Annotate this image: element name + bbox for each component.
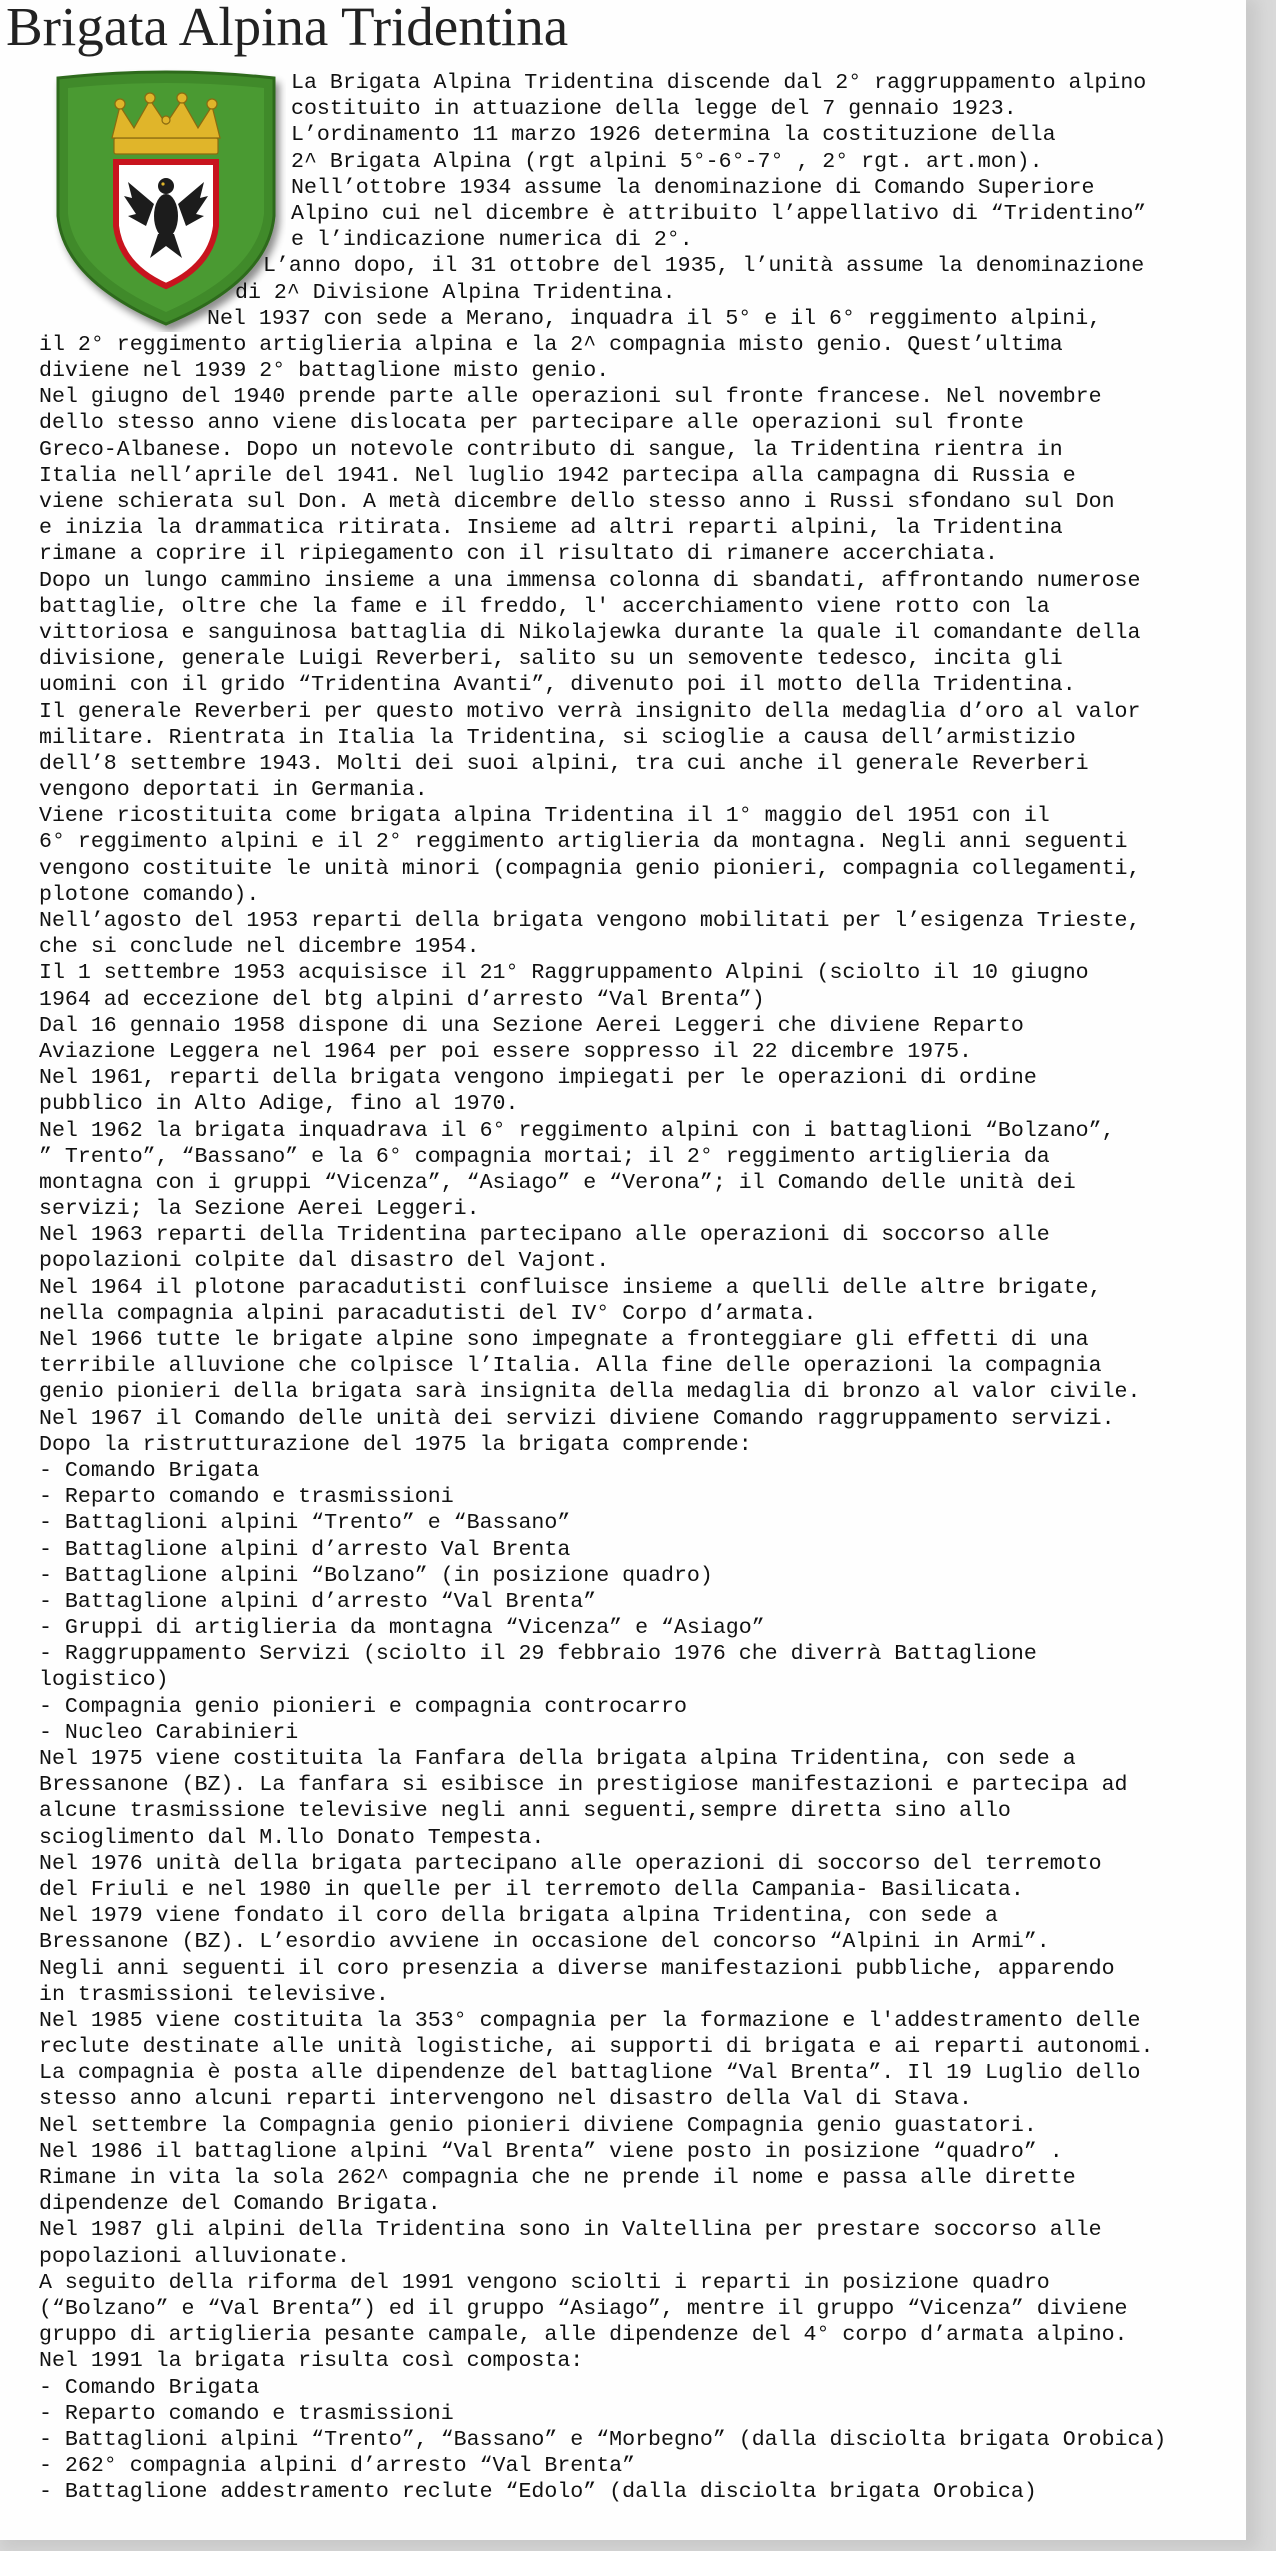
text-line: Negli anni seguenti il coro presenzia a diverse manifestazioni pubbliche, apparendo <box>39 1956 1115 1981</box>
text-line: Greco-Albanese. Dopo un notevole contributo di sangue, la Tridentina rientra in <box>39 437 1063 462</box>
text-line: L’anno dopo, il 31 ottobre del 1935, l’unità assume la denominazione <box>263 254 1145 279</box>
text-line: popolazioni alluvionate. <box>39 2244 351 2269</box>
text-line: - Comando Brigata <box>39 2375 260 2400</box>
text-line: - Compagnia genio pionieri e compagnia controcarro <box>39 1694 687 1719</box>
text-line: - 262° compagnia alpini d’arresto “Val Brenta” <box>39 2454 636 2479</box>
text-line: Nel giugno del 1940 prende parte alle operazioni sul fronte francese. Nel novembre <box>39 385 1102 410</box>
text-line: vittoriosa e sanguinosa battaglia di Nikolajewka durante la quale il comandante della <box>39 620 1141 645</box>
text-line: Dal 16 gennaio 1958 dispone di una Sezione Aerei Leggeri che diviene Reparto <box>39 1013 1024 1038</box>
text-line: divisione, generale Luigi Reverberi, salito su un semovente tedesco, incita gli <box>39 647 1063 672</box>
text-line: - Battaglioni alpini “Trento”, “Bassano” e “Morbegno” (dalla disciolta brigata Orobica) <box>39 2427 1167 2452</box>
text-line: vengono deportati in Germania. <box>39 778 428 803</box>
text-line: servizi; la Sezione Aerei Leggeri. <box>39 1197 480 1222</box>
text-line: Dopo un lungo cammino insieme a una immensa colonna di sbandati, affrontando numerose <box>39 568 1141 593</box>
text-line: che si conclude nel dicembre 1954. <box>39 935 480 960</box>
text-line: in trasmissioni televisive. <box>39 1982 389 2007</box>
page-title: Brigata Alpina Tridentina <box>6 0 569 57</box>
text-line: pubblico in Alto Adige, fino al 1970. <box>39 1092 519 1117</box>
text-line: genio pionieri della brigata sarà insignita della medaglia di bronzo al valor civile. <box>39 1380 1141 1405</box>
text-line: La Brigata Alpina Tridentina discende dal 2° raggruppamento alpino <box>291 71 1147 95</box>
text-line: dello stesso anno viene dislocata per partecipare alle operazioni sul fronte <box>39 411 1024 436</box>
text-line: Nel 1964 il plotone paracadutisti confluisce insieme a quelli delle altre brigate, <box>39 1275 1102 1300</box>
text-line: - Reparto comando e trasmissioni <box>39 2401 454 2426</box>
text-line: Nel 1967 il Comando delle unità dei servizi diviene Comando raggruppamento servizi. <box>39 1406 1115 1431</box>
text-line: militare. Rientrata in Italia la Tridentina, si scioglie a causa dell’armistizio <box>39 725 1076 750</box>
text-line: - Gruppi di artiglieria da montagna “Vicenza” e “Asiago” <box>39 1616 765 1641</box>
text-line: reclute destinate alle unità logistiche, ai supporti di brigata e ai reparti autonomi. <box>39 2035 1154 2060</box>
text-line: - Battaglione alpini “Bolzano” (in posizione quadro) <box>39 1563 713 1588</box>
text-line: popolazioni colpite dal disastro del Vajont. <box>39 1249 610 1274</box>
text-line: gruppo di artiglieria pesante campale, alle dipendenze del 4° corpo d’armata alpino. <box>39 2323 1128 2348</box>
text-line: Dopo la ristrutturazione del 1975 la brigata comprende: <box>39 1432 752 1457</box>
text-line: scioglimento dal M.llo Donato Tempesta. <box>39 1825 545 1850</box>
text-line: logistico) <box>39 1668 169 1693</box>
text-line: Nel 1937 con sede a Merano, inquadra il 5° e il 6° reggimento alpini, <box>207 306 1102 331</box>
text-line: Italia nell’aprile del 1941. Nel luglio 1942 partecipa alla campagna di Russia e <box>39 463 1076 488</box>
text-line: Nel 1979 viene fondato il coro della brigata alpina Tridentina, con sede a <box>39 1904 998 1929</box>
text-line: del Friuli e nel 1980 in quelle per il terremoto della Campania- Basilicata. <box>39 1877 1024 1902</box>
text-line: - Battaglione alpini d’arresto “Val Brenta” <box>39 1589 597 1614</box>
text-line: Nel 1991 la brigata risulta così composta: <box>39 2349 584 2374</box>
text-line: Nel 1961, reparti della brigata vengono impiegati per le operazioni di ordine <box>39 1066 1037 1091</box>
text-line: - Reparto comando e trasmissioni <box>39 1485 454 1510</box>
text-line: Rimane in vita la sola 262^ compagnia che ne prende il nome e passa alle dirette <box>39 2166 1076 2190</box>
text-line: stesso anno alcuni reparti intervengono nel disastro della Val di Stava. <box>39 2087 973 2112</box>
text-line: Nel 1976 unità della brigata partecipano alle operazioni di soccorso del terremoto <box>39 1851 1102 1876</box>
text-line: Il 1 settembre 1953 acquisisce il 21° Raggruppamento Alpini (sciolto il 10 giugno <box>39 961 1089 986</box>
text-line: Nell’agosto del 1953 reparti della brigata vengono mobilitati per l’esigenza Trieste, <box>39 909 1141 933</box>
text-line: nella compagnia alpini paracadutisti del IV° Corpo d’armata. <box>39 1301 817 1326</box>
text-line: 6° reggimento alpini e il 2° reggimento artiglieria da montagna. Negli anni seguenti <box>39 830 1128 855</box>
text-line: Nel settembre la Compagnia genio pionieri diviene Compagnia genio guastatori. <box>39 2113 1037 2138</box>
text-line: Nel 1986 il battaglione alpini “Val Brenta” viene posto in posizione “quadro” . <box>39 2139 1063 2164</box>
text-line: Nel 1966 tutte le brigate alpine sono impegnate a fronteggiare gli effetti di una <box>39 1328 1089 1352</box>
text-line: Bressanone (BZ). La fanfara si esibisce in prestigiose manifestazioni e partecipa ad <box>39 1773 1128 1798</box>
text-line: alcune trasmissione televisive negli anni seguenti,sempre diretta sino allo <box>39 1799 1011 1824</box>
text-line: dell’8 settembre 1943. Molti dei suoi alpini, tra cui anche il generale Reverberi <box>39 751 1089 776</box>
text-line: A seguito della riforma del 1991 vengono sciolti i reparti in posizione quadro <box>39 2270 1050 2295</box>
text-line: costituito in attuazione della legge del 7 gennaio 1923. <box>291 97 1017 122</box>
text-line: ” Trento”, “Bassano” e la 6° compagnia mortai; il 2° reggimento artiglieria da <box>39 1144 1050 1169</box>
text-line: 1964 ad eccezione del btg alpini d’arresto “Val Brenta”) <box>39 987 765 1012</box>
text-line: dipendenze del Comando Brigata. <box>39 2192 441 2217</box>
text-line: Aviazione Leggera nel 1964 per poi essere soppresso il 22 dicembre 1975. <box>39 1039 973 1064</box>
text-line: e l’indicazione numerica di 2°. <box>291 228 693 253</box>
text-line: diviene nel 1939 2° battaglione misto genio. <box>39 359 610 384</box>
text-line: Nel 1963 reparti della Tridentina partecipano alle operazioni di soccorso alle <box>39 1223 1050 1248</box>
text-line: uomini con il grido “Tridentina Avanti”, divenuto poi il motto della Tridentina. <box>39 673 1076 698</box>
text-line: Nel 1975 viene costituita la Fanfara della brigata alpina Tridentina, con sede a <box>39 1747 1076 1771</box>
text-line: battaglie, oltre che la fame e il freddo, l' accerchiamento viene rotto con la <box>39 594 1050 619</box>
text-line: - Comando Brigata <box>39 1458 260 1483</box>
text-line: Il generale Reverberi per questo motivo verrà insignito della medaglia d’oro al valor <box>39 699 1141 724</box>
text-line: Nel 1962 la brigata inquadrava il 6° reggimento alpini con i battaglioni “Bolzano”, <box>39 1118 1115 1143</box>
text-line: La compagnia è posta alle dipendenze del battaglione “Val Brenta”. Il 19 Luglio dello <box>39 2061 1141 2086</box>
text-line: - Raggruppamento Servizi (sciolto il 29 febbraio 1976 che diverrà Battaglione <box>39 1642 1037 1667</box>
text-line: viene schierata sul Don. A metà dicembre dello stesso anno i Russi sfondano sul Don <box>39 490 1115 514</box>
text-line: - Battaglioni alpini “Trento” e “Bassano” <box>39 1511 571 1536</box>
text-line: e inizia la drammatica ritirata. Insieme ad altri reparti alpini, la Tridentina <box>39 516 1063 541</box>
text-line: - Battaglione alpini d’arresto Val Brenta <box>39 1537 571 1562</box>
text-line: terribile alluvione che colpisce l’Italia. Alla fine delle operazioni la compagnia <box>39 1354 1102 1379</box>
text-line: 2^ Brigata Alpina (rgt alpini 5°-6°-7° , 2° rgt. art.mon). <box>291 149 1043 174</box>
text-line: L’ordinamento 11 marzo 1926 determina la costituzione della <box>291 123 1056 148</box>
text-line: Viene ricostituita come brigata alpina Tridentina il 1° maggio del 1951 con il <box>39 804 1050 829</box>
history-text <box>0 70 1246 2505</box>
text-line: (“Bolzano” e “Val Brenta”) ed il gruppo “Asiago”, mentre il gruppo “Vicenza” diviene <box>39 2296 1128 2321</box>
text-line: - Battaglione addestramento reclute “Edolo” (dalla disciolta brigata Orobica) <box>39 2480 1037 2505</box>
text-line: di 2^ Divisione Alpina Tridentina. <box>235 280 676 305</box>
text-line: vengono costituite le unità minori (compagnia genio pionieri, compagnia collegamenti, <box>39 856 1141 881</box>
text-line: rimane a coprire il ripiegamento con il risultato di rimanere accerchiata. <box>39 542 998 567</box>
text-line: Alpino cui nel dicembre è attribuito l’appellativo di “Tridentino” <box>291 201 1147 226</box>
text-line: montagna con i gruppi “Vicenza”, “Asiago” e “Verona”; il Comando delle unità dei <box>39 1170 1076 1195</box>
text-line: Bressanone (BZ). L’esordio avviene in occasione del concorso “Alpini in Armi”. <box>39 1930 1050 1955</box>
text-line: plotone comando). <box>39 882 260 907</box>
text-line: Nel 1985 viene costituita la 353° compagnia per la formazione e l'addestramento delle <box>39 2008 1141 2033</box>
text-line: Nell’ottobre 1934 assume la denominazione di Comando Superiore <box>291 175 1095 200</box>
text-line: il 2° reggimento artiglieria alpina e la 2^ compagnia misto genio. Quest’ultima <box>39 332 1063 357</box>
text-line: Nel 1987 gli alpini della Tridentina sono in Valtellina per prestare soccorso alle <box>39 2218 1102 2243</box>
text-line: - Nucleo Carabinieri <box>39 1720 299 1745</box>
